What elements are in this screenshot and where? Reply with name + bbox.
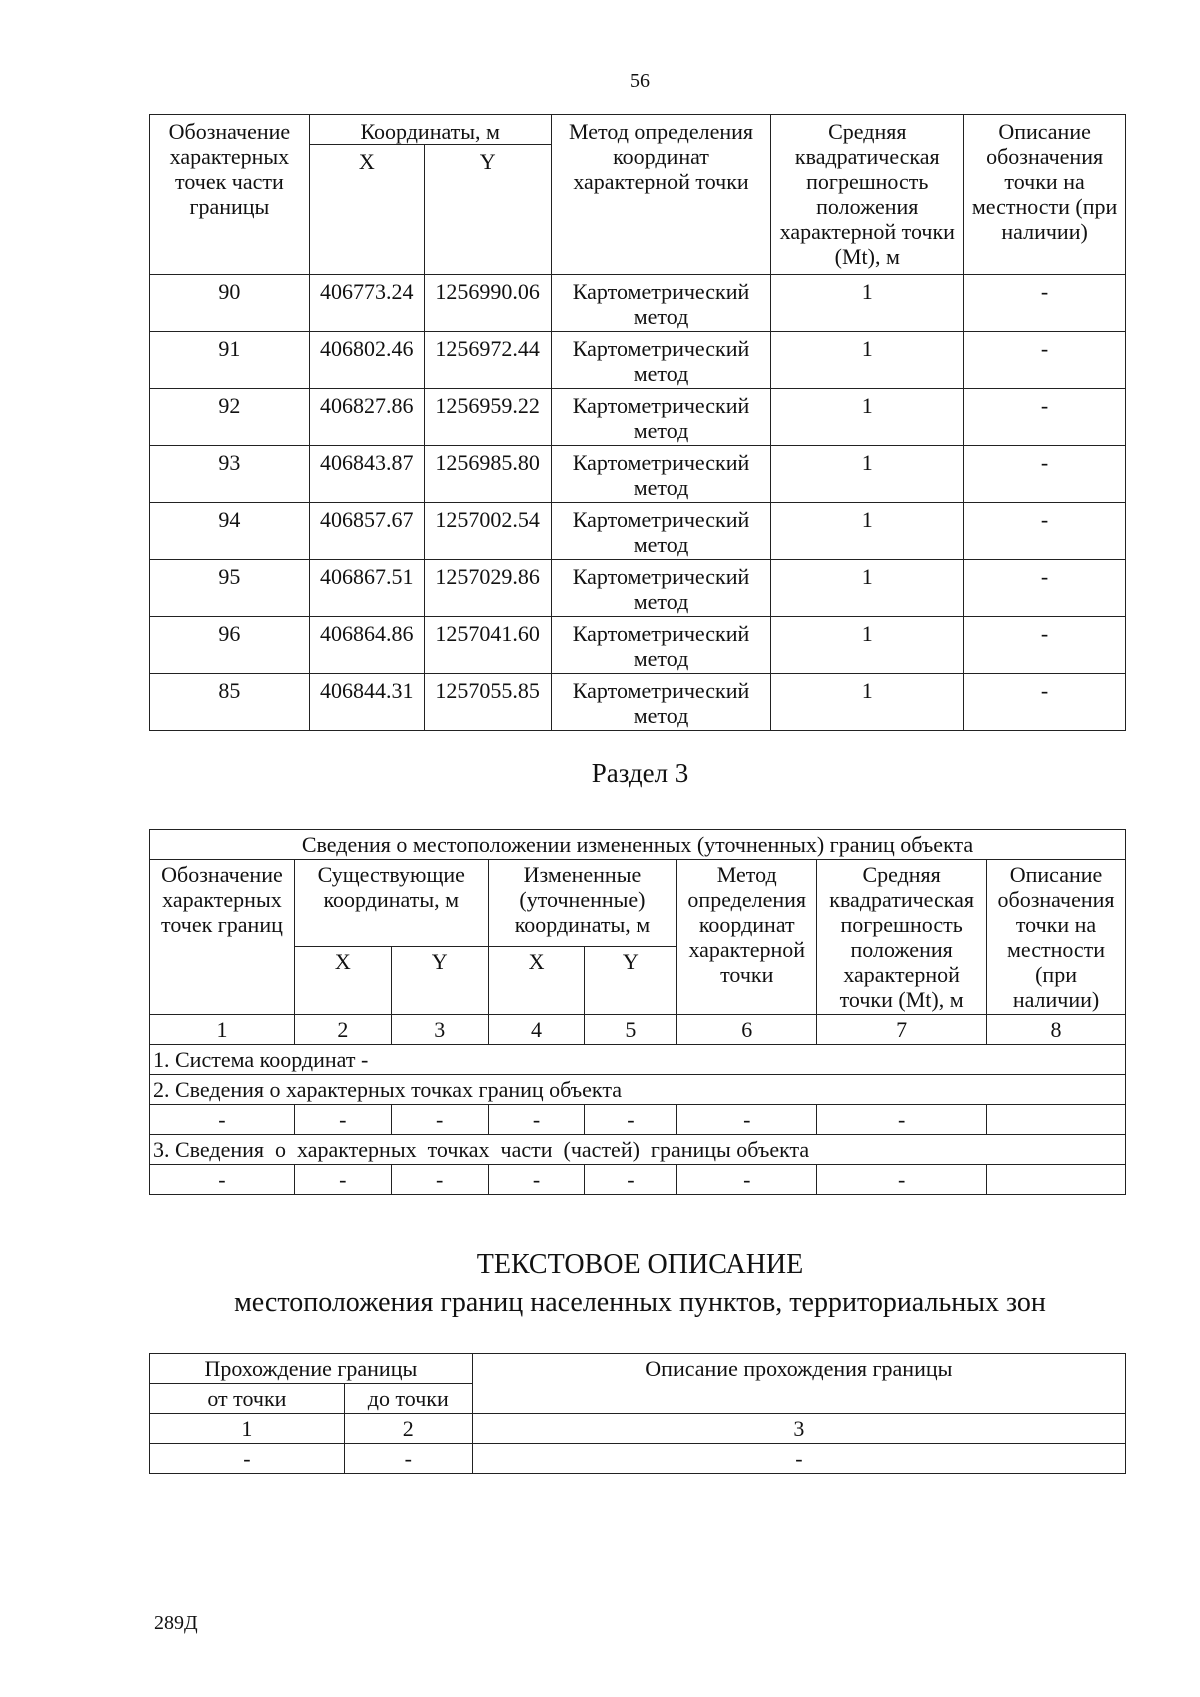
table-cell: - <box>294 1165 391 1195</box>
table-caption-row <box>150 830 1126 860</box>
table-header-row <box>150 860 1126 947</box>
description-cell: - <box>964 389 1126 446</box>
error-cell: 1 <box>771 617 964 674</box>
header-y: Y <box>391 947 488 1015</box>
error-cell: 1 <box>771 275 964 332</box>
description-cell: - <box>964 503 1126 560</box>
method-cell: Картометрический метод <box>551 503 771 560</box>
coordinate-system: 1. Система координат - <box>150 1045 1126 1075</box>
table-cell <box>987 1165 1126 1195</box>
x-cell: 406773.24 <box>309 275 424 332</box>
column-number: 1 <box>150 1414 345 1444</box>
table-row <box>150 503 1126 560</box>
y-cell: 1256972.44 <box>424 332 551 389</box>
x-cell: 406843.87 <box>309 446 424 503</box>
table-caption: Сведения о местоположении измененных (уточненных) границ объекта <box>150 830 1126 860</box>
column-number-row <box>150 1015 1126 1045</box>
description-cell: - <box>964 275 1126 332</box>
table-cell: - <box>150 1165 295 1195</box>
table-cell: - <box>391 1105 488 1135</box>
table-cell: - <box>585 1165 677 1195</box>
method-cell: Картометрический метод <box>551 446 771 503</box>
table-row <box>150 389 1126 446</box>
table-cell: - <box>585 1105 677 1135</box>
table-row <box>150 275 1126 332</box>
table-cell: - <box>488 1105 585 1135</box>
description-cell: - <box>964 674 1126 731</box>
error-cell: 1 <box>771 332 964 389</box>
table-cell: - <box>488 1165 585 1195</box>
table-cell: - <box>294 1105 391 1135</box>
table-row <box>150 332 1126 389</box>
table-cell: - <box>677 1105 817 1135</box>
error-cell: 1 <box>771 503 964 560</box>
point-cell: 93 <box>150 446 310 503</box>
header-x: X <box>294 947 391 1015</box>
header-existing-coordinates: Существующие координаты, м <box>294 860 488 947</box>
y-cell: 1257002.54 <box>424 503 551 560</box>
header-x: X <box>488 947 585 1015</box>
table-cell: - <box>677 1165 817 1195</box>
points-section-label: 2. Сведения о характерных точках границ объекта <box>150 1075 1126 1105</box>
header-to-point: до точки <box>344 1384 472 1414</box>
method-cell: Картометрический метод <box>551 617 771 674</box>
page-number: 56 <box>630 70 650 92</box>
column-number: 3 <box>391 1015 488 1045</box>
text-description-heading: ТЕКСТОВОЕ ОПИСАНИЕ <box>476 1249 804 1280</box>
y-cell: 1257055.85 <box>424 674 551 731</box>
method-cell: Картометрический метод <box>551 275 771 332</box>
table-header-row <box>150 115 1126 145</box>
column-number: 3 <box>472 1414 1125 1444</box>
column-number: 6 <box>677 1015 817 1045</box>
header-designation: Обозначение характерных точек границ <box>150 860 295 1015</box>
point-cell: 96 <box>150 617 310 674</box>
header-error: Средняя квадратическая погрешность положения характерной точки (Mt), м <box>771 115 964 275</box>
coordinate-system-row <box>150 1045 1126 1075</box>
changed-boundaries-table <box>149 829 1126 1195</box>
description-cell: - <box>964 446 1126 503</box>
column-number: 5 <box>585 1015 677 1045</box>
table-cell: - <box>817 1165 987 1195</box>
table-row <box>150 1165 1126 1195</box>
table-cell: - <box>150 1105 295 1135</box>
column-number: 7 <box>817 1015 987 1045</box>
point-cell: 91 <box>150 332 310 389</box>
table-header-row <box>150 1354 1126 1384</box>
header-method: Метод определения координат характерной точки <box>677 860 817 1015</box>
table-row <box>150 446 1126 503</box>
table-row <box>150 617 1126 674</box>
column-number-row <box>150 1414 1126 1444</box>
text-description-subheading: местоположения границ населенных пунктов, территориальных зон <box>234 1287 1046 1318</box>
error-cell: 1 <box>771 389 964 446</box>
header-designation: Обозначение характерных точек части границы <box>150 115 310 275</box>
x-cell: 406802.46 <box>309 332 424 389</box>
error-cell: 1 <box>771 560 964 617</box>
header-coordinates: Координаты, м <box>309 115 551 145</box>
header-passage: Прохождение границы <box>150 1354 473 1384</box>
header-method: Метод определения координат характерной точки <box>551 115 771 275</box>
y-cell: 1257041.60 <box>424 617 551 674</box>
point-cell: 94 <box>150 503 310 560</box>
method-cell: Картометрический метод <box>551 332 771 389</box>
method-cell: Картометрический метод <box>551 674 771 731</box>
column-number: 8 <box>987 1015 1126 1045</box>
point-cell: 90 <box>150 275 310 332</box>
column-number: 2 <box>294 1015 391 1045</box>
header-y: Y <box>585 947 677 1015</box>
boundary-points-table <box>149 114 1126 731</box>
point-cell: 85 <box>150 674 310 731</box>
x-cell: 406827.86 <box>309 389 424 446</box>
table-cell: - <box>817 1105 987 1135</box>
header-x: X <box>309 145 424 275</box>
parts-section-label: 3. Сведения о характерных точках части (частей) границы объекта <box>150 1135 1126 1165</box>
y-cell: 1257029.86 <box>424 560 551 617</box>
method-cell: Картометрический метод <box>551 389 771 446</box>
table-row <box>150 560 1126 617</box>
column-number: 2 <box>344 1414 472 1444</box>
section-row <box>150 1135 1126 1165</box>
description-cell: - <box>964 332 1126 389</box>
section-title: Раздел 3 <box>591 758 689 788</box>
header-description: Описание обозначения точки на местности (при наличии) <box>964 115 1126 275</box>
y-cell: 1256959.22 <box>424 389 551 446</box>
column-number: 1 <box>150 1015 295 1045</box>
footer-code: 289Д <box>154 1612 198 1634</box>
description-cell: - <box>964 560 1126 617</box>
table-cell: - <box>150 1444 345 1474</box>
table-cell <box>987 1105 1126 1135</box>
section-row <box>150 1075 1126 1105</box>
table-row <box>150 1444 1126 1474</box>
y-cell: 1256990.06 <box>424 275 551 332</box>
x-cell: 406844.31 <box>309 674 424 731</box>
description-cell: - <box>964 617 1126 674</box>
header-passage-description: Описание прохождения границы <box>472 1354 1125 1414</box>
x-cell: 406857.67 <box>309 503 424 560</box>
header-changed-coordinates: Измененные (уточненные) координаты, м <box>488 860 677 947</box>
point-cell: 95 <box>150 560 310 617</box>
column-number: 4 <box>488 1015 585 1045</box>
point-cell: 92 <box>150 389 310 446</box>
header-error: Средняя квадратическая погрешность положения характерной точки (Mt), м <box>817 860 987 1015</box>
header-y: Y <box>424 145 551 275</box>
method-cell: Картометрический метод <box>551 560 771 617</box>
table-cell: - <box>391 1165 488 1195</box>
error-cell: 1 <box>771 674 964 731</box>
error-cell: 1 <box>771 446 964 503</box>
x-cell: 406864.86 <box>309 617 424 674</box>
y-cell: 1256985.80 <box>424 446 551 503</box>
header-description: Описание обозначения точки на местности (при наличии) <box>987 860 1126 1015</box>
table-cell: - <box>472 1444 1125 1474</box>
header-from-point: от точки <box>150 1384 345 1414</box>
table-row <box>150 674 1126 731</box>
table-cell: - <box>344 1444 472 1474</box>
table-row <box>150 1105 1126 1135</box>
boundary-passage-table <box>149 1353 1126 1474</box>
x-cell: 406867.51 <box>309 560 424 617</box>
